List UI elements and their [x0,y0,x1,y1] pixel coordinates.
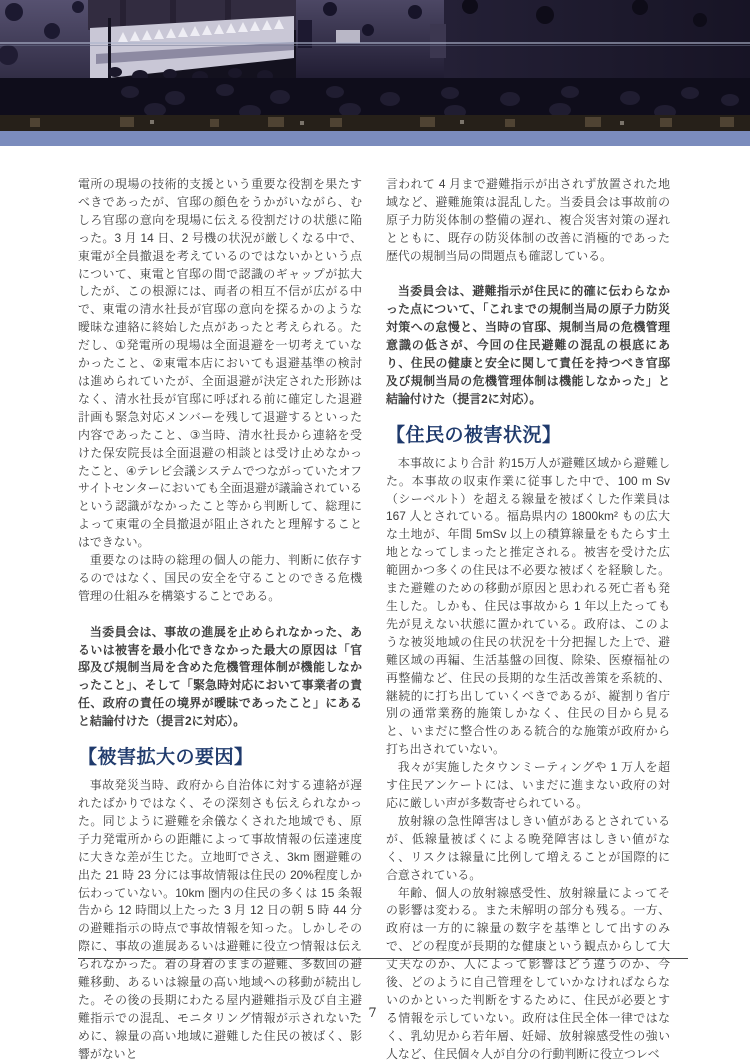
right-column [386,176,670,1062]
body-paragraph: 我々が実施したタウンミーティングや 1 万人を超す住民アンケートには、いまだに進まない政府の対応に厳しい声が多数寄せられている。 [386,760,670,810]
body-paragraph: 年齢、個人の放射線感受性、放射線量によってその影響は変わる。また未解明の部分も残る。一方、政府は一方的に線量の数字を基準として出すのみで、どの程度が長期的な健康という観点からして大丈夫なのか、人によって影響はどう違うのか、今後、どのように自己管理をしていかなければならないのかといった判断をするために、住民が必要とする情報を示していない。政府は住民全体一律ではなく、乳幼児から若年層、妊婦、放射線感受性の強い人など、住民個々人が自分の行動判断に役立つレベ [386,885,670,1061]
section-heading-damage-expansion-factors: 【被害拡大の要因】 [78,747,254,769]
report-body [78,176,670,1062]
body-paragraph: 言われて 4 月まで避難指示が出されず放置された地域など、避難施策は混乱した。当委員会は事故前の原子力防災体制の整備の遅れ、複合災害対策の遅れとともに、既存の防災体制の改善に消極的であった歴代の規制当局の問題点も確認している。 [386,177,670,263]
header-accent-band [0,131,750,146]
page-number: - 7 - [349,1006,401,1021]
left-column [78,176,362,1062]
conclusion-paragraph: 当委員会は、避難指示が住民に的確に伝わらなかった点について、「これまでの規制当局の原子力防災対策への怠慢と、当時の官邸、規制当局の危機管理意識の低さが、今回の住民避難の混乱の根底にあり、住民の健康と安全に関して責任を持つべき官邸及び規制当局の危機管理体制は機能しなかった」と結論付けた（提言2に対応）。 [386,284,670,406]
body-paragraph: 本事故により合計 約15万人が避難区域から避難した。本事故の収束作業に従事した中で、100 m Sv（シーベルト）を超える線量を被ばくした作業員は 167 人とされている。福島県内の 1800km² もの広大な土地が、年間 5mSv 以上の積算線量をもたらす土地となってしまったと推定される。被害を受けた広範囲かつ多くの住民は不必要な被ばくを経験した。また避難のための移動が原因と思われる死亡者も発生した。しかも、住民は事故から 1 年以上たっても先が見えない状態に置かれている。政府は、このような被災地域の住民の状況を十分把握した上で、避難区域の再編、生活基盤の回復、除染、医療福祉の再整備など、住民の長期的な生活改善策を系統的、継続的に打ち出していくべきであるが、縦割り省庁別の通常業務的施策しかなく、住民の目から見ると、いまだに整合性のある統合的な施策が政府から打ち出されていない。 [386,455,670,757]
body-paragraph: 電所の現場の技術的支援という重要な役割を果たすべきであったが、官邸の顔色をうかがいながら、むしろ官邸の意向を現場に伝える役割だけの状態に陥った。3 月 14 日、2 号機の状況が厳しくなる中で、東電が全員撤退を考えているのではないかという点について、東電と官邸の間で認識のギャップが拡大したが、この根源には、両者の相互不信が広がる中で、東電の清水社長が官邸の意向を探るかのような曖昧な連絡に終始した点があったと考えられる。ただし、①発電所の現場は全面退避を一切考えていなかったこと、②東電本店においても退避基準の検討は進められていたが、全面退避が決定された形跡はなく、清水社長が官邸に呼ばれる前に確定した退避計画も緊急対応メンバーを残して退避するといった内容であったこと、③当時、清水社長から連絡を受けた保安院長は全面退避の相談とは受け止めなかったこと、④テレビ会議システムでつながっていたオフサイトセンターにおいても全面退避が議論されているという認識がなかったこと等から判断して、総理によって東電の全員撤退が阻止されたと理解することはできない。 [78,177,362,550]
footer-divider [78,958,688,959]
header-photo [0,0,750,131]
conclusion-paragraph: 当委員会は、事故の進展を止められなかった、あるいは被害を最小化できなかった最大の原因は「官邸及び規制当局を含めた危機管理体制が機能しなかったこと」、そして「緊急時対応において事業者の責任、政府の責任の境界が曖昧であったこと」にあると結論付けた（提言2に対応）。 [78,624,362,729]
auditorium-photo-illustration [0,0,750,131]
body-paragraph: 放射線の急性障害はしきい値があるとされているが、低線量被ばくによる晩発障害はしきい値がなく、リスクは線量に比例して増えることが国際的に合意されている。 [386,813,670,882]
body-paragraph: 事故発災当時、政府から自治体に対する連絡が遅れたばかりではなく、その深刻さも伝えられなかった。同じように避難を余儀なくされた地域でも、原子力発電所からの距離によって事故情報の伝達速度に大きな差が生じた。立地町でさえ、3km 圏避難の出た 21 時 23 分には事故情報は住民の 20%程度しか伝わっていない。10km 圏内の住民の多くは 15 条報告から 12 時間以上たった 3 月 12 日の朝 5 時 44 分の避難指示の時点で事故情報を知った。しかしその際に、事故の進展あるいは避難に役立つ情報は伝えられなかった。着の身着のままの避難、多数回の避難移動、あるいは線量の高い地域への移動が続出した。その後の長期にわたる屋内避難指示及び自主避難指示での混乱、モニタリング情報が示されないために、線量の高い地域に避難した住民の被ばく、影響がないと [78,778,362,1061]
section-heading-resident-damage-status: 【住民の被害状況】 [386,424,562,446]
body-paragraph: 重要なのは時の総理の個人の能力、判断に依存するのではなく、国民の安全を守ることのできる危機管理の仕組みを構築することである。 [78,553,362,603]
